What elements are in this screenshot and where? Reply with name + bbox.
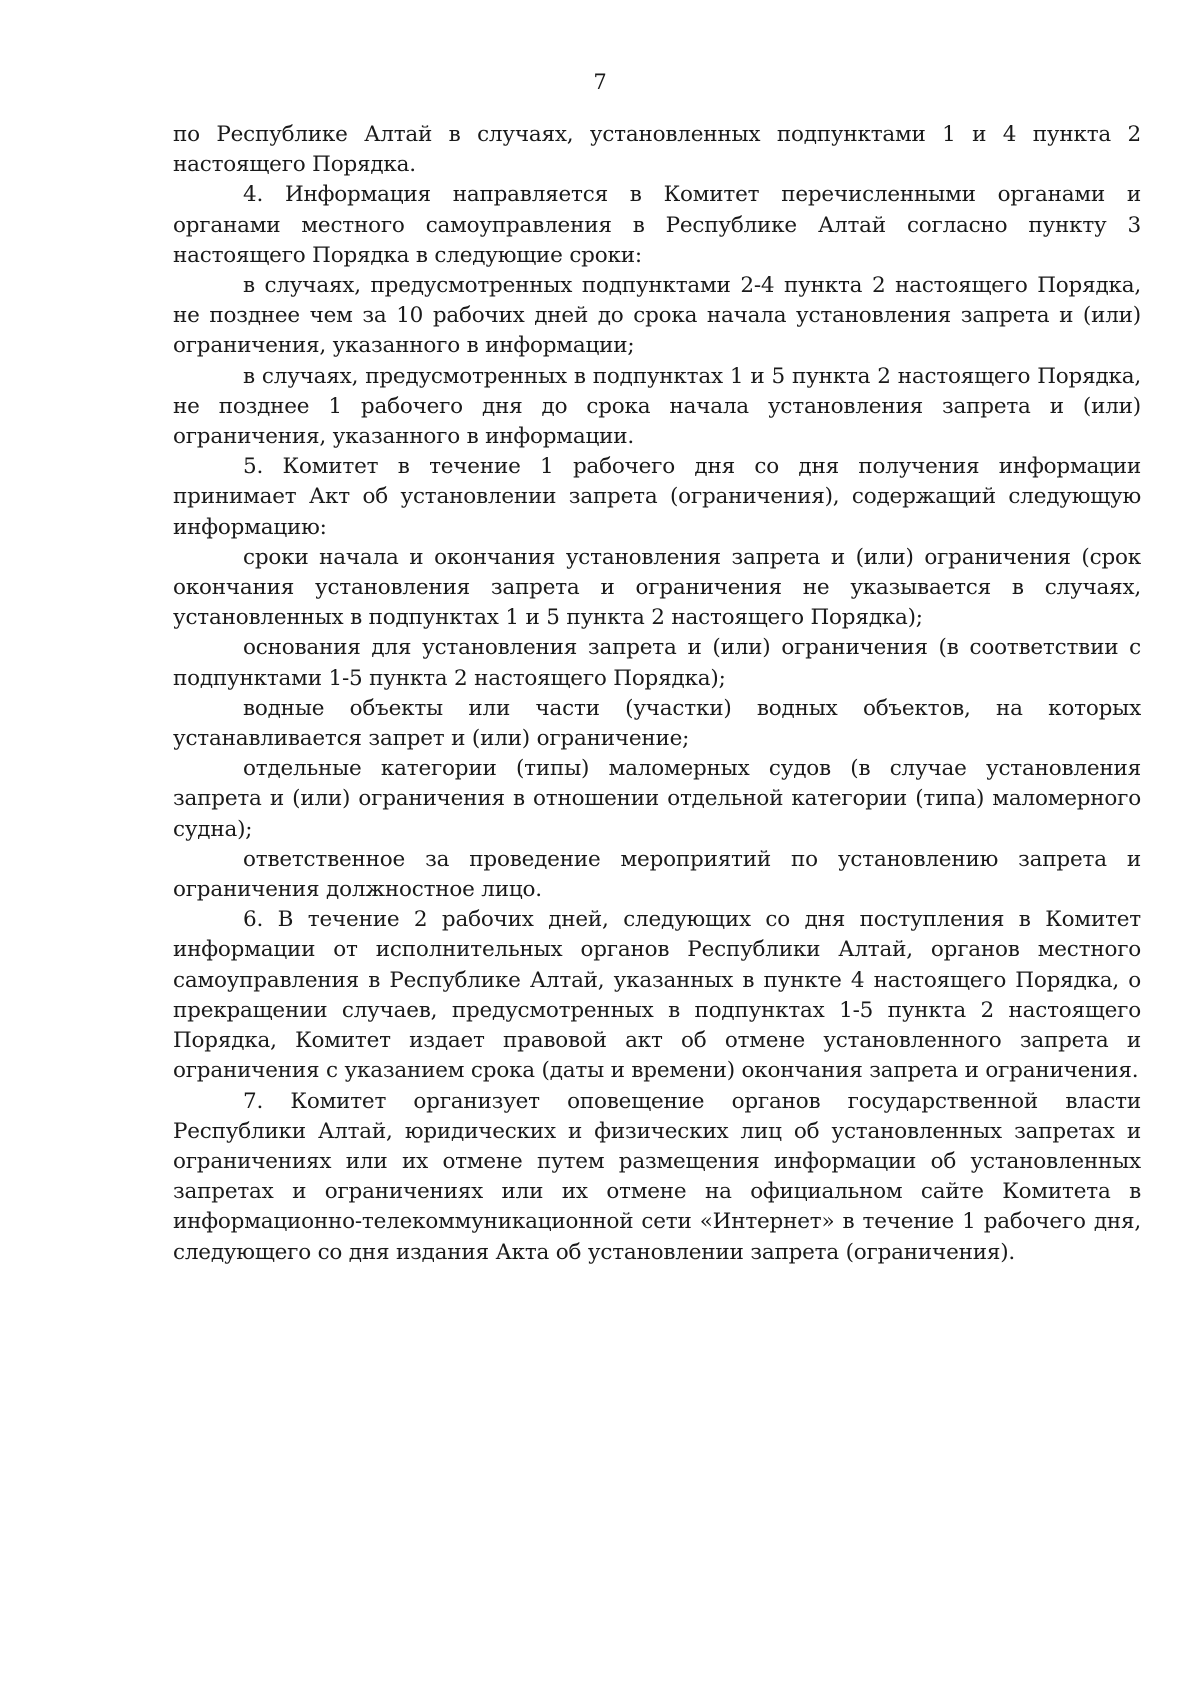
paragraph-item-7: 7. Комитет организует оповещение органов государственной власти Республики Алтай, юридических и физических лиц об установленных запретах и ограничениях или их отмене путем размещения информации об установленных запретах и ограничениях или их отмене на официальном сайте Комитета в информационно-телекоммуникационной сети «Интернет» в течение 1 рабочего дня, следующего со дня издания Акта об установлении запрета (ограничения). <box>173 1088 1141 1265</box>
paragraph-item-6: 6. В течение 2 рабочих дней, следующих со дня поступления в Комитет информации от исполнительных органов Республики Алтай, органов местного самоуправления в Республике Алтай, указанных в пункте 4 настоящего Порядка, о прекращении случаев, предусмотренных в подпунктах 1-5 пункта 2 настоящего Порядка, Комитет издает правовой акт об отмене установленного запрета и ограничения с указанием срока (даты и времени) окончания запрета и ограничения. <box>173 907 1141 1084</box>
paragraph-act-grounds: основания для установления запрета и (или) ограничения (в соответствии с подпунктами 1-5 пункта 2 настоящего Порядка); <box>173 635 1141 691</box>
paragraph-act-responsible-official: ответственное за проведение мероприятий по установлению запрета и ограничения должностное лицо. <box>173 846 1141 903</box>
paragraph-act-vessel-categories: отдельные категории (типы) маломерных судов (в случае установления запрета и (или) ограничения в отношении отдельной категории (типа) маломерного судна); <box>173 756 1141 842</box>
paragraph-act-water-bodies: водные объекты или части (участки) водных объектов, на которых устанавливается запрет и (или) ограничение; <box>173 695 1141 752</box>
paragraph-continuation: по Республике Алтай в случаях, установленных подпунктами 1 и 4 пункта 2 настоящего Порядка. <box>173 122 1141 178</box>
document-body <box>173 120 1141 1268</box>
paragraph-deadline-cases-2-4: в случаях, предусмотренных подпунктами 2-4 пункта 2 настоящего Порядка, не позднее чем за 10 рабочих дней до срока начала установления запрета и (или) ограничения, указанного в информации; <box>173 273 1141 359</box>
paragraph-act-dates: сроки начала и окончания установления запрета и (или) ограничения (срок окончания установления запрета и ограничения не указывается в случаях, установленных в подпунктах 1 и 5 пункта 2 настоящего Порядка); <box>173 544 1141 631</box>
paragraph-item-5: 5. Комитет в течение 1 рабочего дня со дня получения информации принимает Акт об установлении запрета (ограничения), содержащий следующую информацию: <box>173 454 1141 540</box>
paragraph-item-4: 4. Информация направляется в Комитет перечисленными органами и органами местного самоуправления в Республике Алтай согласно пункту 3 настоящего Порядка в следующие сроки: <box>173 182 1141 268</box>
page-number: 7 <box>593 70 607 94</box>
paragraph-deadline-cases-1-5: в случаях, предусмотренных в подпунктах 1 и 5 пункта 2 настоящего Порядка, не позднее 1 рабочего дня до срока начала установления запрета и (или) ограничения, указанного в информации. <box>173 363 1141 450</box>
